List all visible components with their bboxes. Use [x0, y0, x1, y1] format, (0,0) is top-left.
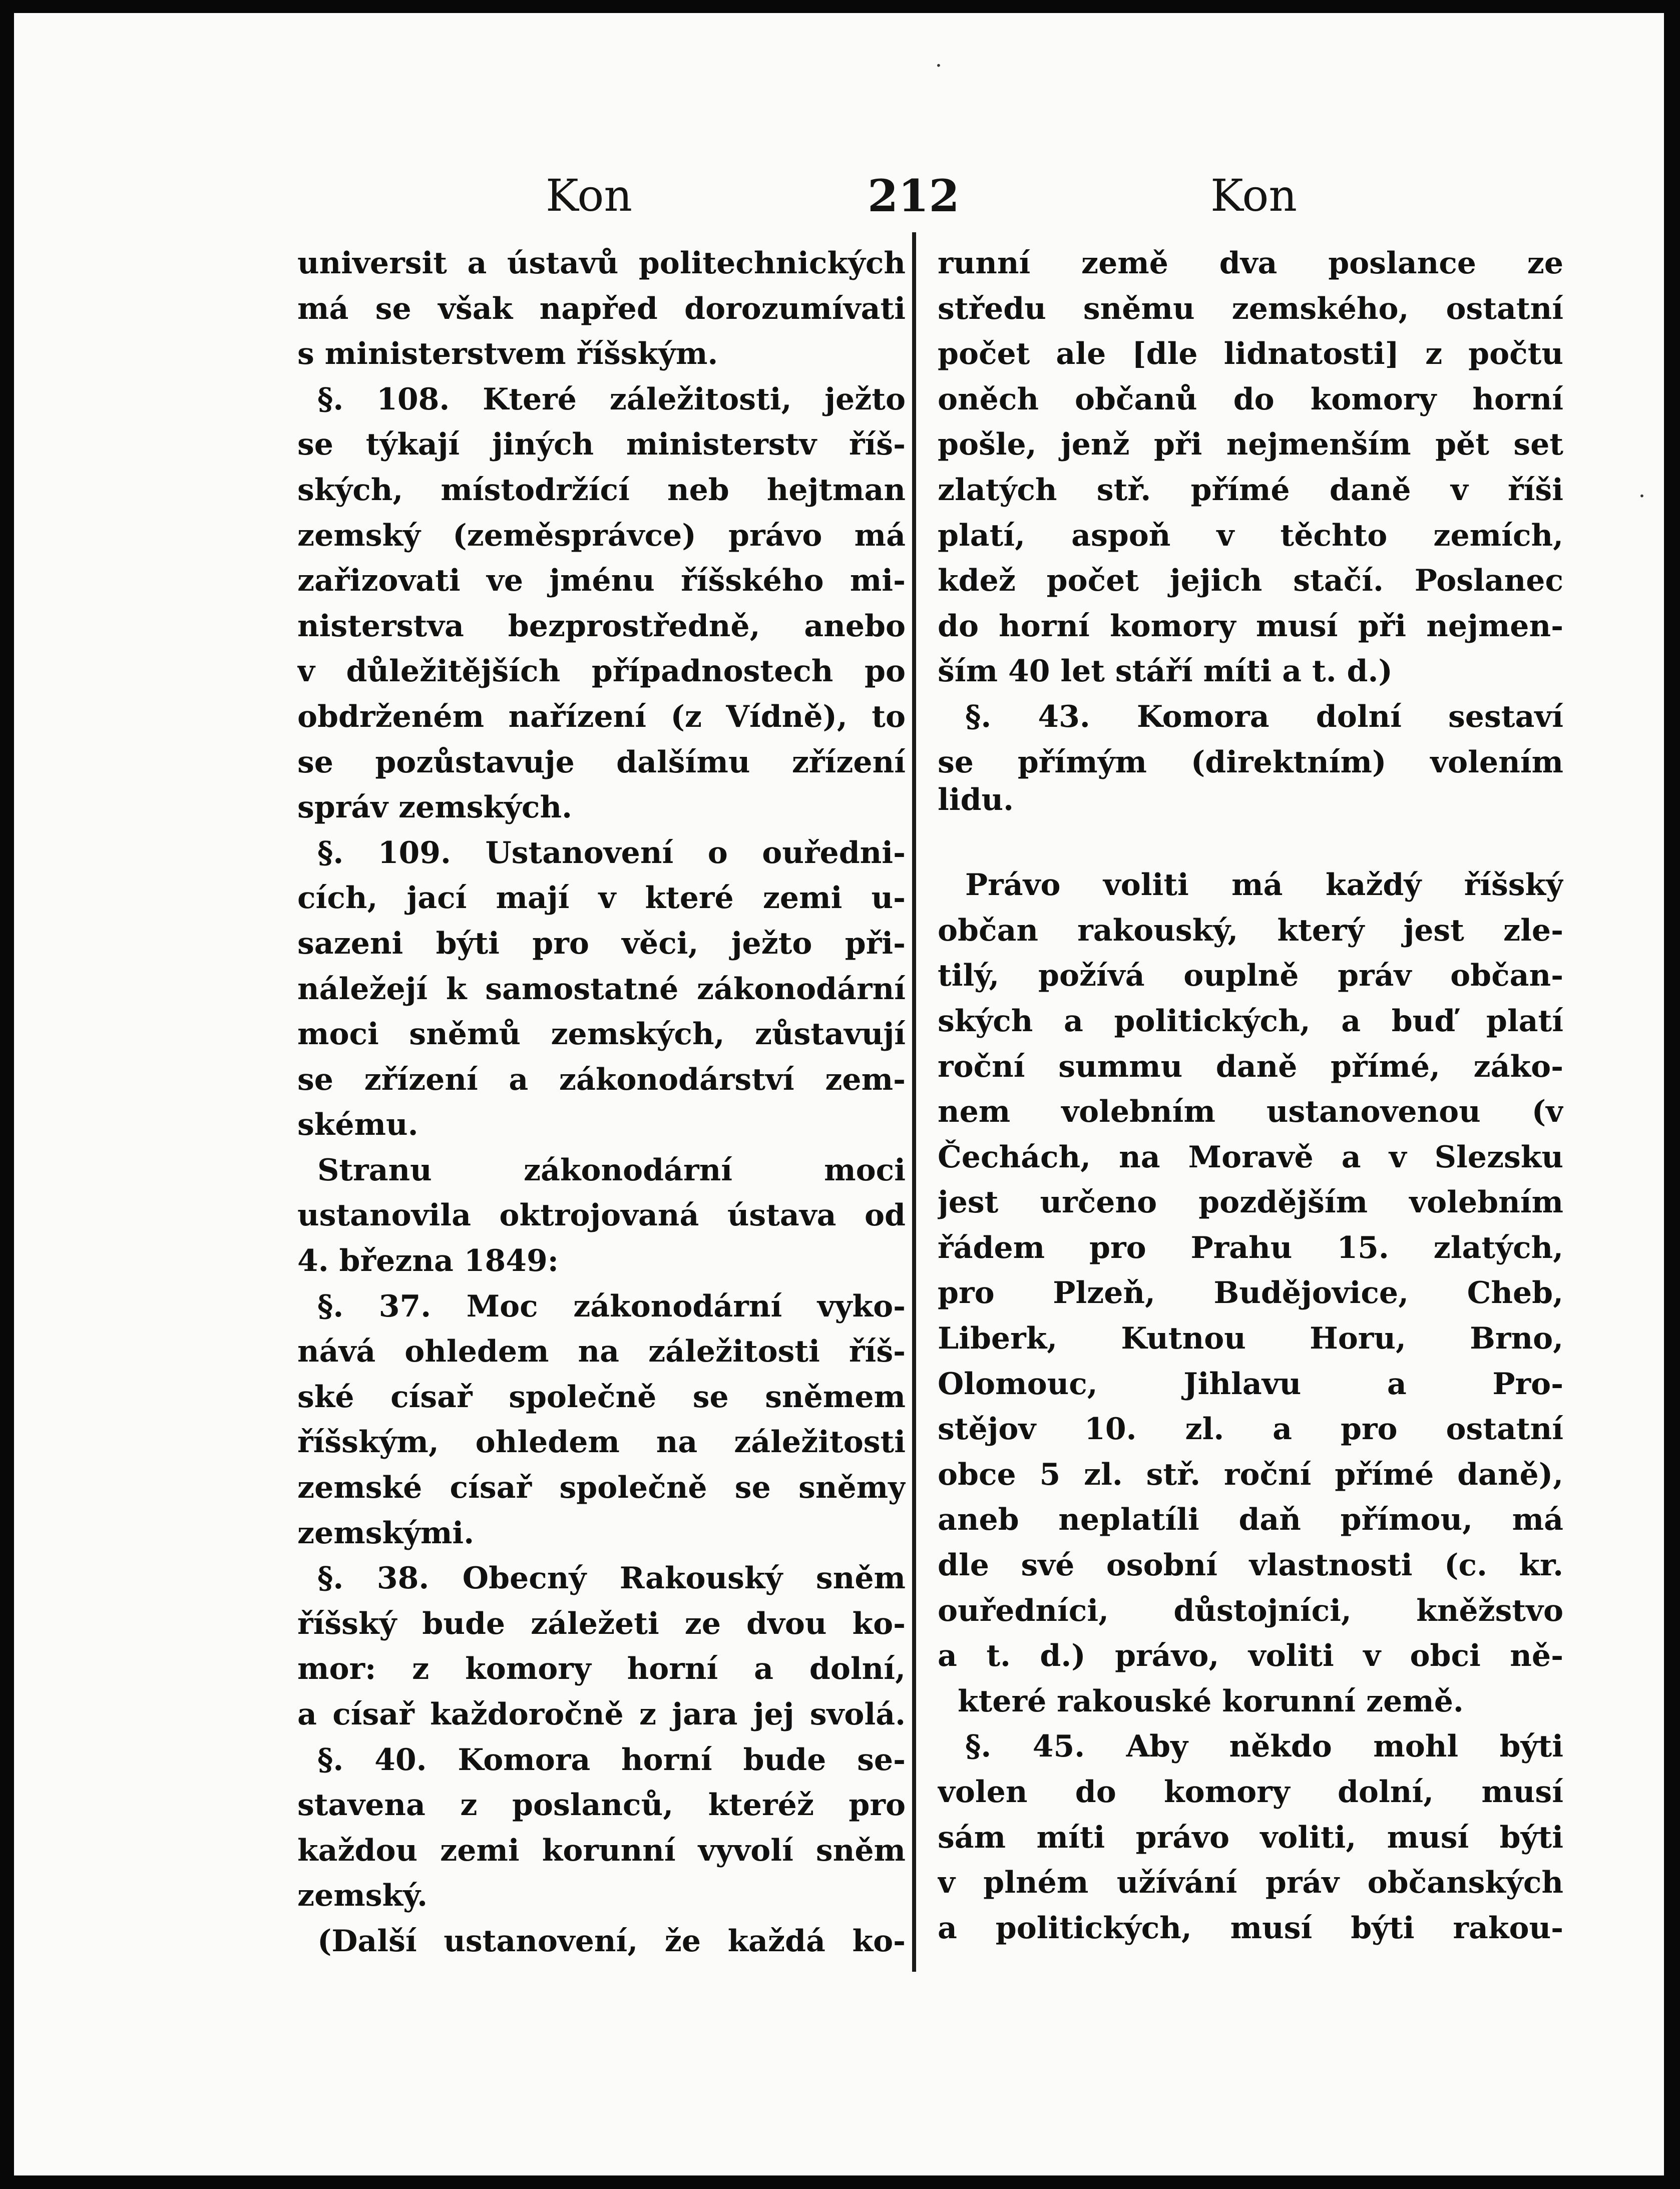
- blank-line: [938, 820, 1563, 862]
- text-line: volen do komory dolní, musí: [938, 1775, 1563, 1810]
- text-line: pro Plzeň, Budějovice, Cheb,: [938, 1275, 1563, 1311]
- text-line: se pozůstavuje dalšímu zřízení: [297, 744, 906, 780]
- text-line: §. 40. Komora horní bude se-: [317, 1742, 906, 1778]
- text-line: zemský (zeměsprávce) právo má: [297, 518, 906, 553]
- text-line: nisterstva bezprostředně, anebo: [297, 608, 906, 644]
- text-line: §. 108. Které záležitosti, ježto: [317, 381, 906, 417]
- text-line: §. 38. Obecný Rakouský sněm: [317, 1561, 906, 1596]
- margin-mark: ·: [1638, 484, 1645, 509]
- text-line: správ zemských.: [297, 790, 572, 825]
- text-line: runní země dva poslance ze: [938, 246, 1563, 281]
- text-line: středu sněmu zemského, ostatní: [938, 291, 1563, 326]
- text-line: mor: z komory horní a dolní,: [297, 1651, 906, 1687]
- text-line: universit a ústavů politechnických: [297, 246, 906, 281]
- text-line: tilý, požívá ouplně práv občan-: [938, 958, 1563, 994]
- running-head-left: Kon: [546, 170, 633, 221]
- text-line: §. 109. Ustanovení o ouředni-: [317, 835, 906, 870]
- text-line: říšským, ohledem na záležitosti: [297, 1425, 906, 1460]
- text-line: dle své osobní vlastnosti (c. kr.: [938, 1548, 1563, 1583]
- running-head-right: Kon: [1210, 170, 1298, 221]
- text-line: moci sněmů zemských, zůstavují: [297, 1017, 906, 1052]
- text-line: sazeni býti pro věci, ježto při-: [297, 926, 906, 961]
- text-line: 4. března 1849:: [297, 1243, 559, 1279]
- text-line: §. 45. Aby někdo mohl býti: [965, 1729, 1563, 1765]
- text-line: ším 40 let stáří míti a t. d.): [938, 654, 1393, 689]
- text-line: říšský bude záležeti ze dvou ko-: [297, 1606, 906, 1641]
- text-line: zemský.: [297, 1878, 428, 1914]
- text-line: v plném užívání práv občanských: [938, 1865, 1563, 1901]
- text-line: ských, místodržící neb hejtman: [297, 472, 906, 508]
- text-line: do horní komory musí při nejmen-: [938, 608, 1563, 644]
- text-line: s ministerstvem říšským.: [297, 336, 718, 372]
- text-line: a císař každoročně z jara jej svolá.: [297, 1697, 906, 1732]
- text-line: pošle, jenž při nejmenším pět set: [938, 427, 1563, 463]
- text-line: se týkají jiných ministerstv říš-: [297, 427, 906, 463]
- text-line: obce 5 zl. stř. roční přímé daně),: [938, 1457, 1563, 1492]
- text-line: občan rakouský, který jest zle-: [938, 913, 1563, 948]
- text-line: obdrženém nařízení (z Vídně), to: [297, 699, 906, 734]
- text-line: (Další ustanovení, že každá ko-: [317, 1923, 906, 1959]
- text-line: a politických, musí býti rakou-: [938, 1910, 1563, 1946]
- text-line: náležejí k samostatné zákonodární: [297, 971, 906, 1007]
- text-line: a t. d.) právo, voliti v obci ně-: [938, 1638, 1563, 1674]
- text-line: každou zemi korunní vyvolí sněm: [297, 1833, 906, 1868]
- margin-mark: ·: [935, 53, 942, 79]
- right-column: [938, 241, 1563, 1951]
- text-line: Liberk, Kutnou Horu, Brno,: [938, 1321, 1563, 1357]
- text-line: sám míti právo voliti, musí býti: [938, 1820, 1563, 1855]
- text-line: stějov 10. zl. a pro ostatní: [938, 1412, 1563, 1447]
- text-line: zlatých stř. přímé daně v říši: [938, 472, 1563, 508]
- text-line: které rakouské korunní země.: [958, 1683, 1464, 1719]
- text-line: Právo voliti má každý říšský: [965, 867, 1563, 903]
- text-line: lidu.: [938, 785, 1014, 818]
- text-line: oněch občanů do komory horní: [938, 381, 1563, 417]
- text-line: zemskými.: [297, 1515, 475, 1551]
- text-line: ustanovila oktrojovaná ústava od: [297, 1198, 906, 1233]
- text-line: se zřízení a zákonodárství zem-: [297, 1062, 906, 1097]
- text-line: má se však napřed dorozumívati: [297, 291, 906, 326]
- text-line: cích, jací mají v které zemi u-: [297, 881, 906, 916]
- left-column: [297, 241, 906, 1964]
- text-line: Stranu zákonodární moci: [317, 1152, 906, 1188]
- text-line: počet ale [dle lidnatosti] z počtu: [938, 336, 1563, 372]
- text-line: nává ohledem na záležitosti říš-: [297, 1334, 906, 1370]
- text-line: Čechách, na Moravě a v Slezsku: [938, 1139, 1563, 1175]
- text-line: Olomouc, Jihlavu a Pro-: [938, 1366, 1563, 1402]
- text-line: řádem pro Prahu 15. zlatých,: [938, 1230, 1563, 1265]
- column-divider: [912, 232, 916, 1972]
- text-line: zemské císař společně se sněmy: [297, 1470, 906, 1506]
- text-line: ské císař společně se sněmem: [297, 1379, 906, 1415]
- text-line: se přímým (direktním) volením: [938, 744, 1563, 780]
- text-line: roční summu daně přímé, záko-: [938, 1049, 1563, 1084]
- text-line: stavena z poslanců, kteréž pro: [297, 1788, 906, 1823]
- text-line: skému.: [297, 1107, 418, 1143]
- page-number: 212: [868, 170, 960, 222]
- text-line: kdež počet jejich stačí. Poslanec: [938, 563, 1563, 599]
- paper-sheet: [14, 13, 1664, 2175]
- text-line: §. 43. Komora dolní sestaví: [965, 699, 1563, 734]
- text-line: ských a politických, a buď platí: [938, 1003, 1563, 1039]
- text-line: v důležitějších případnostech po: [297, 654, 906, 689]
- text-line: aneb neplatíli daň přímou, má: [938, 1502, 1563, 1538]
- text-line: platí, aspoň v těchto zemích,: [938, 518, 1563, 553]
- text-line: ouředníci, důstojníci, kněžstvo: [938, 1593, 1563, 1628]
- text-line: jest určeno pozdějším volebním: [938, 1185, 1563, 1220]
- text-line: §. 37. Moc zákonodární vyko-: [317, 1288, 906, 1324]
- text-line: nem volebním ustanovenou (v: [938, 1094, 1563, 1130]
- text-line: zařizovati ve jménu říšského mi-: [297, 563, 906, 599]
